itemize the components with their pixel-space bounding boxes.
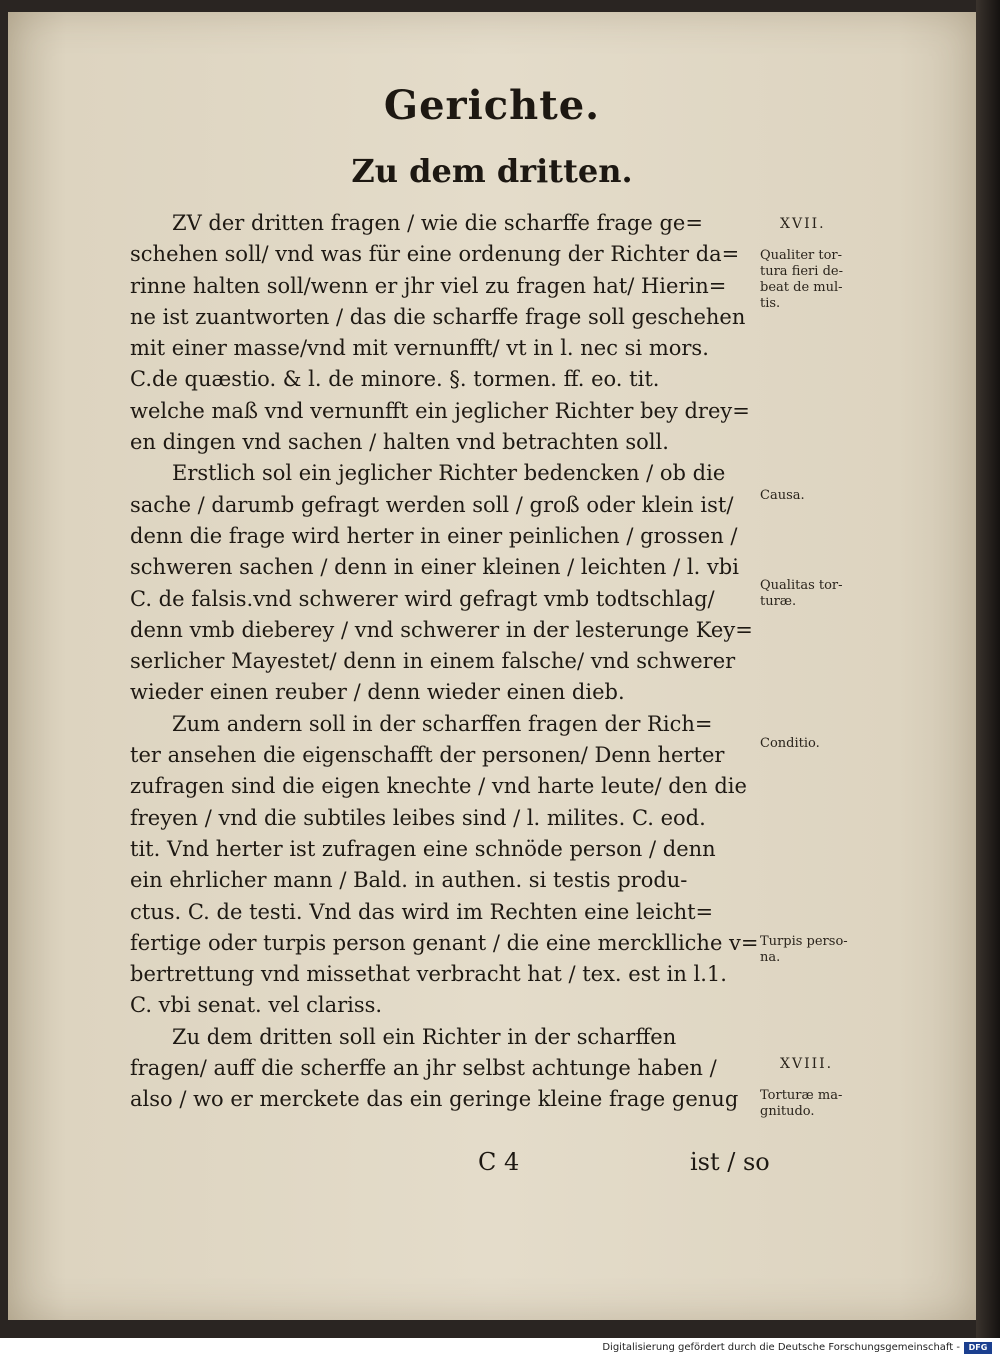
margin-note-qualiter (760, 200, 880, 312)
text-line: mit einer masse/vnd mit vernunfft/ vt in l. nec si mors. (130, 336, 709, 361)
margin-note-torturae (760, 1040, 880, 1120)
text-line: en dingen vnd sachen / halten vnd betrachten soll. (130, 430, 669, 455)
text-line: Erstlich sol ein jeglicher Richter bedencken / ob die (172, 461, 726, 486)
text-line: sache / darumb gefragt werden soll / groß oder klein ist/ (130, 492, 734, 517)
margin-note-text: Qualiter tor- tura fieri de- beat de mul- tis. (760, 248, 843, 311)
text-line: wieder einen reuber / denn wieder einen dieb. (130, 680, 625, 705)
margin-number: XVII. (780, 216, 826, 232)
margin-note-text: Causa. (760, 488, 805, 503)
text-line: tit. Vnd herter ist zufragen eine schnöde person / denn (130, 836, 716, 861)
book-page (8, 12, 976, 1320)
text-line: rinne halten soll/wenn er jhr viel zu fragen hat/ Hierin= (130, 273, 727, 298)
footer-bar (0, 1340, 1000, 1358)
signature-mark: C 4 (478, 1148, 520, 1176)
margin-note-text: Turpis perso- na. (760, 934, 848, 965)
text-line: welche maß vnd vernunfft ein jeglicher Richter bey drey= (130, 398, 750, 423)
text-line: denn die frage wird herter in einer peinlichen / grossen / (130, 523, 738, 548)
text-line: fertige oder turpis person genant / die eine mercklliche v= (130, 930, 759, 955)
text-line: denn vmb dieberey / vnd schwerer in der lesterunge Key= (130, 617, 753, 642)
catchword: ist / so (690, 1148, 770, 1176)
text-line: schehen soll/ vnd was für eine ordenung der Richter da= (130, 242, 740, 267)
margin-note-turpis (760, 918, 880, 966)
text-line: zufragen sind die eigen knechte / vnd harte leute/ den die (130, 774, 747, 799)
text-line: Zum andern soll in der scharffen fragen der Rich= (172, 711, 713, 736)
running-head: Gerichte. (383, 82, 601, 129)
text-line: schweren sachen / denn in einer kleinen / leichten / l. vbi (130, 555, 739, 580)
text-line: ne ist zuantworten / das die scharffe frage soll geschehen (130, 304, 746, 329)
funding-credit: Digitalisierung gefördert durch die Deutsche Forschungsgemeinschaft - (602, 1342, 960, 1353)
text-line: Zu dem dritten soll ein Richter in der scharffen (172, 1024, 677, 1049)
text-line: C. de falsis.vnd schwerer wird gefragt vmb todtschlag/ (130, 586, 715, 611)
margin-note-causa (760, 472, 880, 504)
text-line: also / wo er merckete das ein geringe kleine frage genug (130, 1087, 739, 1112)
text-line: serlicher Mayestet/ denn in einem falsche/ vnd schwerer (130, 649, 736, 674)
text-line: ctus. C. de testi. Vnd das wird im Rechten eine leicht= (130, 899, 714, 924)
body-text (130, 208, 760, 1116)
margin-note-text: Torturæ ma- gnitudo. (760, 1088, 843, 1119)
margin-note-qualitas (760, 562, 880, 610)
section-heading: Zu dem dritten. (351, 152, 633, 190)
text-line: bertrettung vnd missethat verbracht hat / tex. est in l.1. (130, 962, 727, 987)
margin-note-conditio (760, 720, 880, 752)
margin-number: XVIII. (780, 1056, 834, 1072)
text-line: C. vbi senat. vel clariss. (130, 993, 383, 1018)
text-line: fragen/ auff die scherffe an jhr selbst achtunge haben / (130, 1056, 717, 1081)
margin-note-text: Conditio. (760, 736, 820, 751)
text-line: ter ansehen die eigenschafft der personen/ Denn herter (130, 743, 725, 768)
text-line: ein ehrlicher mann / Bald. in authen. si testis produ- (130, 868, 688, 893)
dfg-logo: DFG (964, 1342, 992, 1354)
text-line: C.de quæstio. & l. de minore. §. tormen. ff. eo. tit. (130, 367, 660, 392)
text-line: ZV der dritten fragen / wie die scharffe frage ge= (172, 211, 703, 235)
margin-note-text: Qualitas tor- turæ. (760, 578, 843, 609)
scan-edge (976, 0, 1000, 1338)
text-line: freyen / vnd die subtiles leibes sind / l. milites. C. eod. (130, 805, 706, 830)
